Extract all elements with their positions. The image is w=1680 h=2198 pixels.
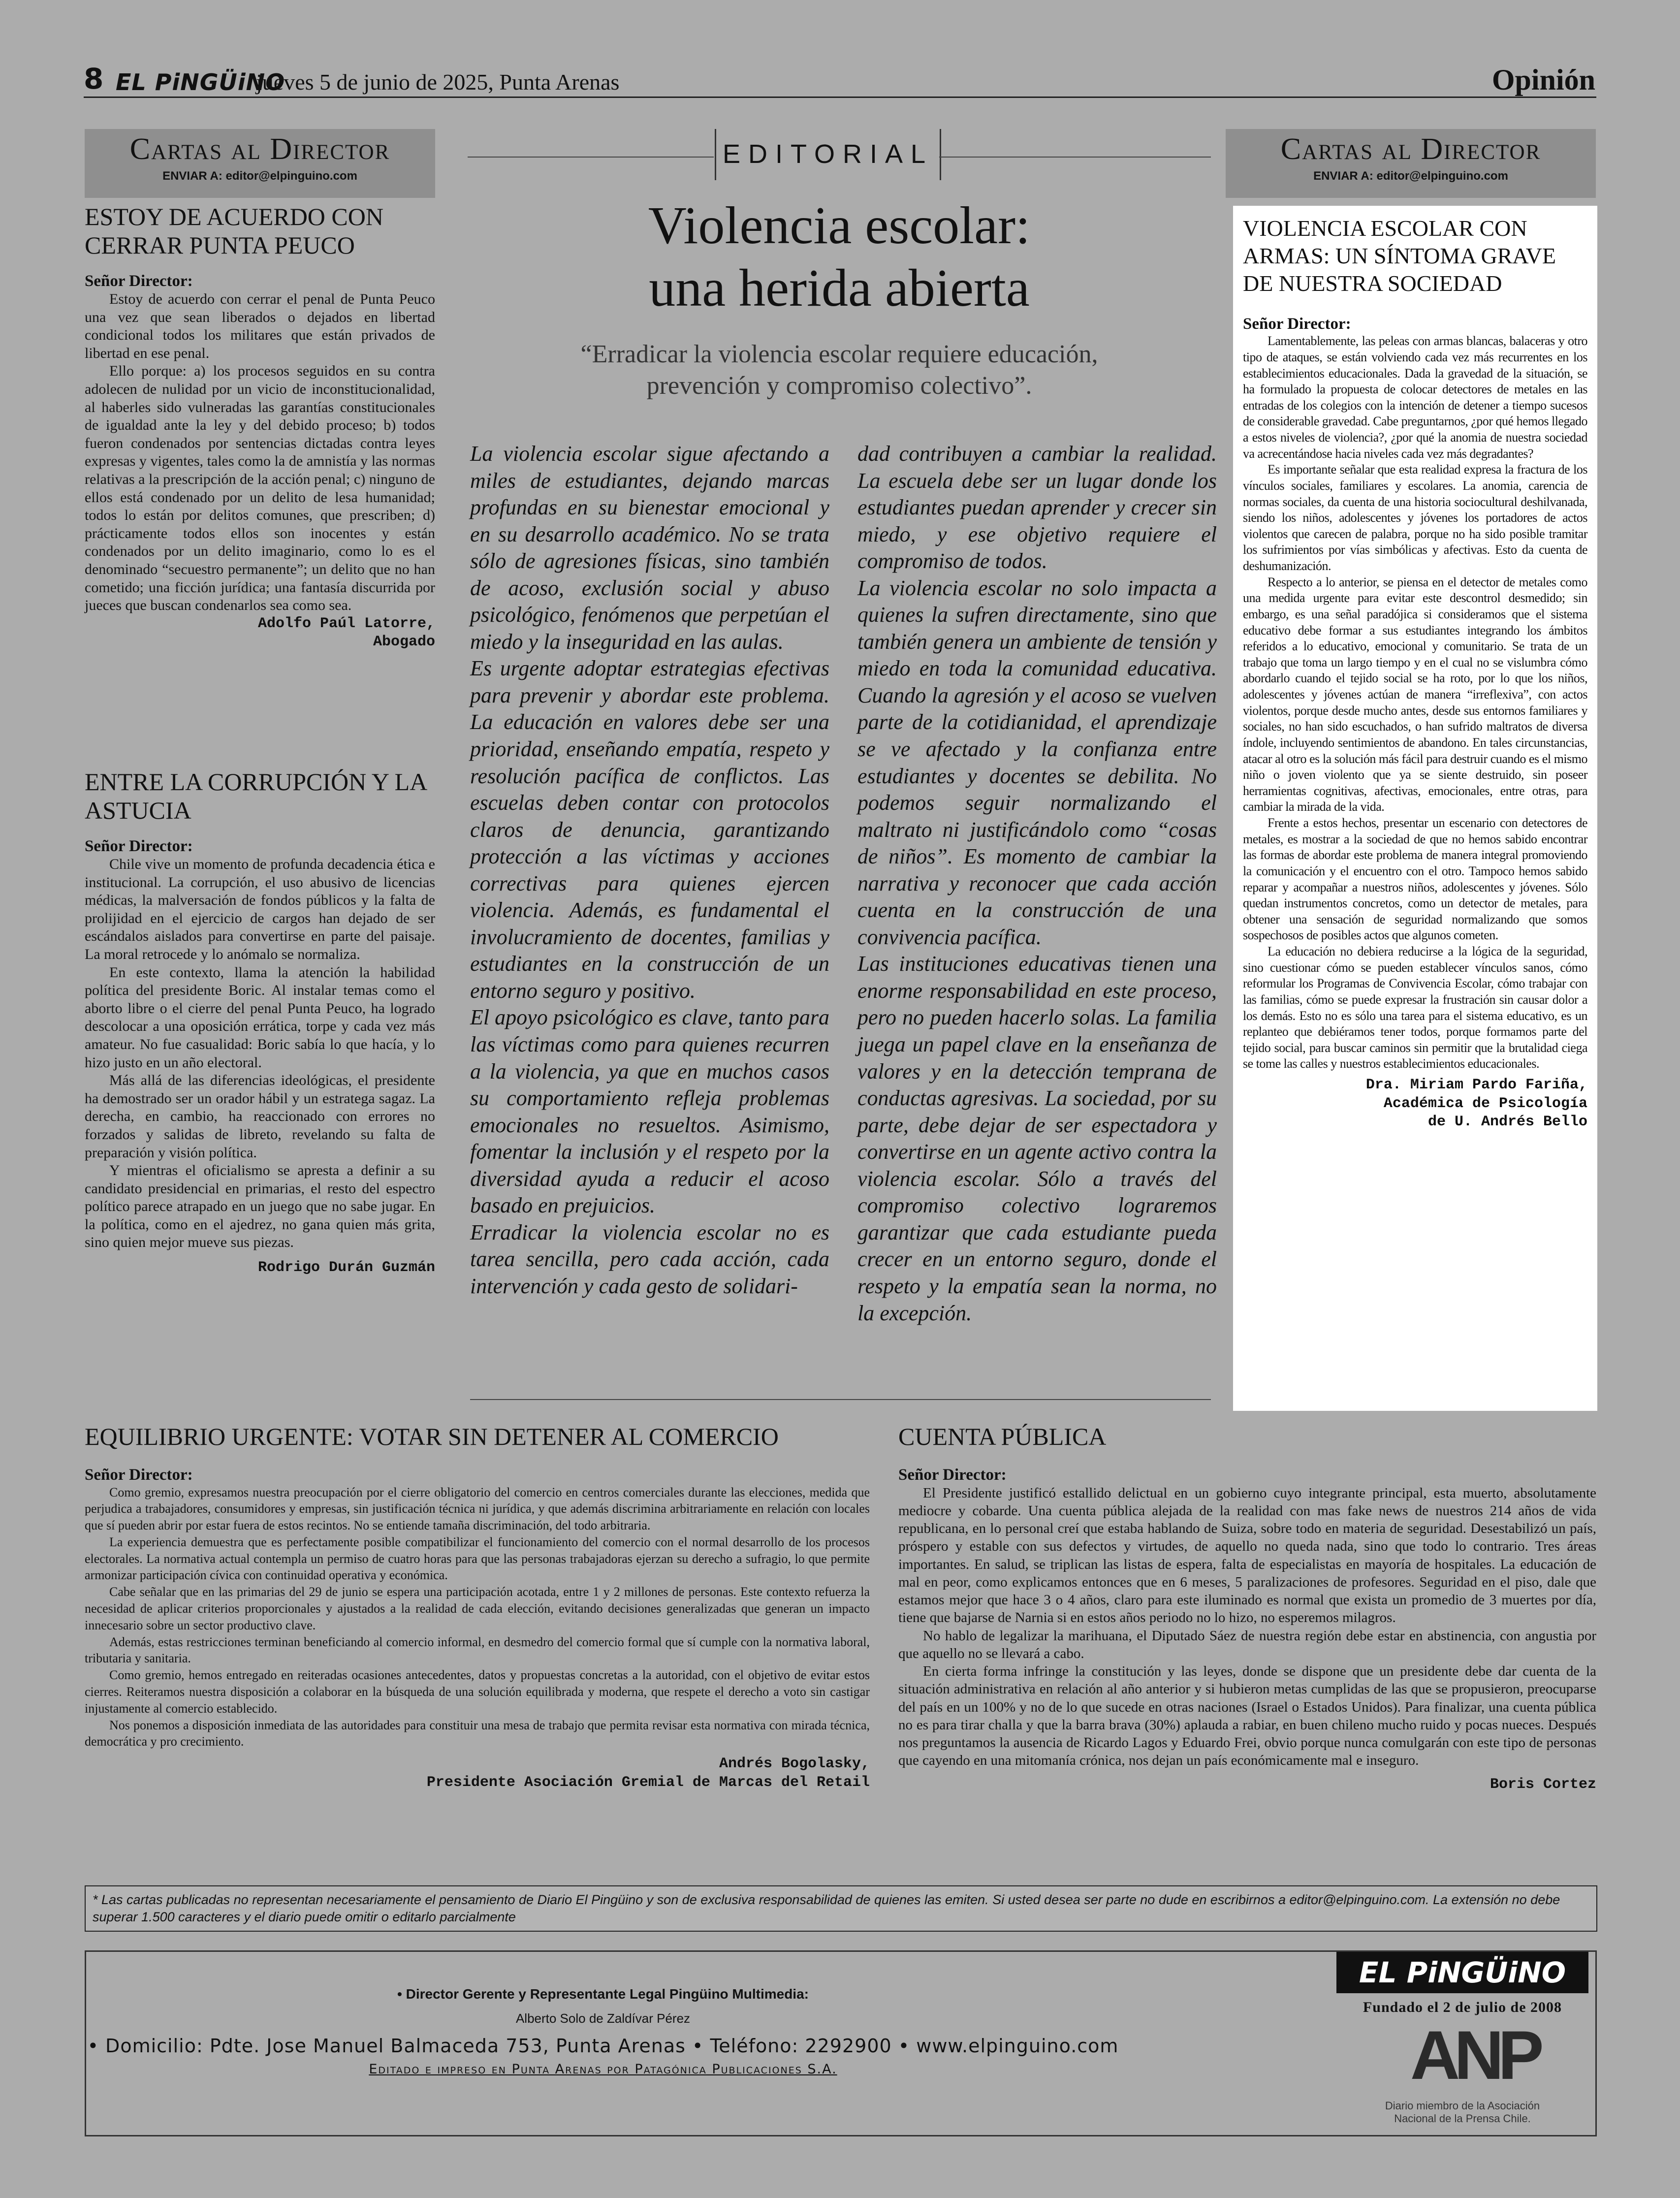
disclaimer: * Las cartas publicadas no representan necesariamente el pensamiento de Diario El Pingüino y son de exclusiva responsabilidad de quienes las emiten. Si usted desea ser parte no dude en escribirnos a editor@elpinguino.com. La extensión no debe superar 1.500 caracteres y el diario puede omitir o editarlo parcialmente — [85, 1885, 1597, 1932]
signature-line: Rodrigo Durán Guzmán — [257, 1259, 435, 1276]
anp-caption — [1336, 2100, 1588, 2126]
letter-punta-peuco — [85, 203, 435, 652]
editorial-title-line: una herida abierta — [649, 259, 1030, 318]
signature — [1243, 1076, 1587, 1132]
paragraph: En cierta forma infringe la constitución y las leyes, donde se dispone que un presidente debe dar cuenta de la situación administrativa en relación al año anterior y si hubieron metas cumplidas de las que se propusieron, preocuparse del país en un 100% y no de lo que sucede en otras naciones (Israel o Estados Unidos). Para finalizar, una cuenta pública no es para tirar challa y que la barra brava (30%) aplauda a rabiar, en buen chileno mucho ruido y pocas nueces. Después nos preguntamos la ausencia de Ricardo Lagos y Eduardo Frei, obvio porque nunca comulgarán con este tipo de personas que cayendo en una mitomanía crónica, nos dejan un país económicamente mal e inseguro. — [898, 1663, 1596, 1769]
paragraph: Estoy de acuerdo con cerrar el penal de Punta Peuco una vez que sean liberados o dejados en libertad condicional todos los militares que están privados de libertad en ese penal. — [85, 291, 435, 361]
editorial-bottom-rule — [470, 1399, 1211, 1400]
letter-title: ENTRE LA CORRUPCIÓN Y LA ASTUCIA — [85, 768, 426, 824]
signature-line: de U. Andrés Bello — [1427, 1114, 1587, 1131]
printed-by: Editado e impreso en Punta Arenas por Patagónica Publicaciones S.A. — [369, 2062, 837, 2077]
signature-line: Académica de Psicología — [1383, 1095, 1587, 1112]
cartas-title: Cartas al Director — [1280, 132, 1541, 166]
letter-title: EQUILIBRIO URGENTE: VOTAR SIN DETENER AL COMERCIO — [85, 1423, 779, 1450]
paragraph: La violencia escolar sigue afectando a miles de estudiantes, dejando marcas profundas en su bienestar emocional y en su desarrollo académico. No se trata sólo de agresiones físicas, sino también de acoso, exclusión social y abuso psicológico, fenómenos que perpetúan el miedo y la inseguridad en las aulas. — [470, 442, 829, 654]
paragraph: Chile vive un momento de profunda decadencia ética e institucional. La corrupción, el uso abusivo de licencias médicas, la malversación de fondos públicos y la falta de prolijidad en el ejercicio de cargos han dejado de ser escándalos aislados para convertirse en parte del paisaje. La moral retrocede y lo anómalo se normaliza. — [85, 856, 435, 962]
editorial-label: EDITORIAL — [722, 139, 934, 169]
letter-violencia-armas — [1233, 206, 1597, 1411]
salutation: Señor Director: — [1243, 315, 1351, 333]
signature-line: Presidente Asociación Gremial de Marcas del Retail — [426, 1774, 870, 1791]
letter-title: CUENTA PÚBLICA — [898, 1423, 1107, 1450]
paragraph: Cabe señalar que en las primarias del 29 de junio se espera una participación acotada, entre 1 y 2 millones de personas. Este contexto refuerza la necesidad de aplicar criterios proporcionales y ajustados a la realidad de cada elección, evitando decisiones generalizadas que generan un impacto innecesario sobre un sector productivo clave. — [85, 1585, 870, 1632]
masthead-box — [85, 1950, 1597, 2136]
paragraph: La violencia escolar no solo impacta a quienes la sufren directamente, sino que también genera un ambiente de tensión y miedo en toda la comunidad educativa. Cuando la agresión y el acoso se vuelven parte de la cotidianidad, el aprendizaje se ve afectado y la confianza entre estudiantes y docentes se debilita. No podemos seguir normalizando el maltrato ni justificándolo como “cosas de niños”. Es momento de cambiar la narrativa y reconocer que cada acción cuenta en la construcción de una convivencia pacífica. — [857, 575, 1217, 949]
salutation: Señor Director: — [898, 1465, 1007, 1484]
letter-cuenta-publica — [898, 1423, 1596, 1794]
editorial-rule-left — [468, 157, 714, 158]
signature-line: Andrés Bogolasky, — [719, 1755, 870, 1773]
cartas-email: ENVIAR A: editor@elpinguino.com — [1313, 169, 1508, 183]
cartas-header-left — [85, 129, 435, 198]
section-name: Opinión — [1491, 64, 1595, 96]
paragraph: El apoyo psicológico es clave, tanto para las víctimas como para quienes recurren a la violencia, ya que en muchos casos su comportamiento refleja problemas emocionales no resueltos. Asimismo, fomentar la inclusión y el respeto por la diversidad ayuda a reducir el acoso basado en prejuicios. — [470, 1005, 829, 1218]
letter-body — [85, 1484, 870, 1751]
letter-title: ESTOY DE ACUERDO CON CERRAR PUNTA PEUCO — [85, 203, 383, 259]
letter-body — [898, 1484, 1596, 1770]
editorial-column-1 — [470, 441, 829, 1300]
masthead-logo: EL PiNGÜiNO — [1336, 1952, 1588, 1993]
editorial-title-line: Violencia escolar: — [648, 196, 1031, 255]
paragraph: En este contexto, llama la atención la habilidad política del presidente Boric. Al instalar temas como el aborto libre o el cierre del penal Punta Peuco, ha logrado descolocar a una oposición errática, torpe y cada vez más amateur. No fue casualidad: Boric sabía lo que hacía, y lo hizo justo en un año electoral. — [85, 964, 435, 1071]
paragraph: La educación no debiera reducirse a la lógica de la seguridad, sino cuestionar cómo se pueden establecer vínculos sanos, cómo reformular los Programas de Convivencia Escolar, cómo trabajar con las familias, cómo se puede expresar la frustración sin causar dolor a los demás. Esto no es sólo una tarea para el sistema educativo, es un replanteo que debiéramos tener todos, porque formamos parte del tejido social, para buscar caminos sin permitir que la brutalidad ciega se tome las calles y nuestros establecimientos educacionales. — [1243, 944, 1587, 1071]
paragraph: Las instituciones educativas tienen una enorme responsabilidad en este proceso, pero no pueden hacerlo solas. La familia juega un papel clave en la enseñanza de valores y en la detección temprana de conductas agresivas. La sociedad, por su parte, debe dejar de ser espectadora y convertirse en un agente activo contra la violencia escolar. Sólo a través del compromiso colectivo lograremos garantizar que cada estudiante pueda crecer en un entorno seguro, donde el respeto y la empatía sean la norma, no la excepción. — [857, 952, 1217, 1325]
paragraph: Lamentablemente, las peleas con armas blancas, balaceras y otro tipo de ataques, se están volviendo cada vez más recurrentes en los establecimientos educacionales. Dada la gravedad de la situación, se ha formulado la propuesta de colocar detectores de metales en las entradas de los colegios con la intención de detener a tiempo sucesos de considerable gravedad. Cabe preguntarnos, ¿por qué hemos llegado a estos niveles de violencia?, ¿por qué la anomia de nuestra sociedad va acrecentándose hacia niveles cada vez más degradantes? — [1243, 334, 1588, 461]
signature — [85, 1259, 435, 1277]
signature-line: Abogado — [373, 634, 435, 651]
signature — [85, 615, 435, 652]
signature — [898, 1776, 1596, 1794]
paragraph: Ello porque: a) los procesos seguidos en su contra adolecen de nulidad por un vicio de inconstitucionalidad, al haberles sido vulneradas las garantías constitucionales de igualdad ante la ley y del debido proceso; b) todos fueron condenados por sentencias dictadas contra leyes expresas y vigentes, tales como la de amnistía y las normas relativas a la prescripción de la acción penal; c) ninguno de ellos está condenado por un delito de lesa humanidad; todos lo están por delitos comunes, que prescriben; d) prácticamente todos ellos son inocentes y están condenados por un delito imaginario, como lo es el denominado “secuestro permanente”; un delito que no han cometido; una ficción jurídica; una fantasía discurrida por jueces que buscan condenarlos sea como sea. — [85, 363, 435, 614]
paragraph: Y mientras el oficialismo se apresta a definir a su candidato presidencial en primarias, el resto del espectro político parece atrapado en un juego que no sabe jugar. En la política, como en el ajedrez, no gana quien más grita, sino quien mejor mueve sus piezas. — [85, 1162, 435, 1251]
masthead-info — [86, 1986, 1120, 2077]
paragraph: Nos ponemos a disposición inmediata de las autoridades para constituir una mesa de trabajo que permita revisar esta normativa con mirada técnica, democrática y pro crecimiento. — [85, 1718, 870, 1749]
anp-logo: ANP — [1410, 2016, 1538, 2094]
cartas-title: Cartas al Director — [129, 132, 390, 166]
paragraph: El Presidente justificó estallido delictual en un gobierno cuyo integrante principal, esta muerto, absolutamente mediocre y cobarde. Una cuenta pública alejada de la realidad con mas fake news de nuestros 214 años de vida republicana, en lo personal creí que estaba hablando de Suiza, sobre todo en materia de seguridad. Desestabilizó un país, próspero y estable con sus defectos y virtudes, de aquello no queda nada, sino que todo lo contrario. Tres áreas importantes. En salud, se triplican las listas de espera, falta de especialistas en mayoría de hospitales. La educación de mal en peor, como explicamos entonces que en 6 meses, 5 paralizaciones de profesores. Seguridad en el piso, dale que estamos mejor que hace 3 o 4 años, claro para este iluminado es normal que exista un promedio de 3 muertes por día, tiene que bajarse de Narnia si en estos años periodo no lo hizo, no esperemos milagros. — [898, 1485, 1596, 1626]
anp-caption-line: Diario miembro de la Asociación — [1385, 2100, 1540, 2112]
paragraph: Como gremio, hemos entregado en reiteradas ocasiones antecedentes, datos y propuestas concretas a la autoridad, con el objetivo de evitar estos cierres. Reiteramos nuestra disposición a colaborar en la búsqueda de una solución equilibrada y moderna, que respete el derecho a voto sin castigar injustamente al comercio establecido. — [85, 1668, 870, 1716]
editorial-rule-right — [939, 157, 1211, 158]
founded-date: Fundado el 2 de julio de 2008 — [1363, 1999, 1562, 2015]
paragraph: Más allá de las diferencias ideológicas, el presidente ha demostrado ser un orador hábil y un estratega sagaz. La derecha, en cambio, ha reaccionado con errores no forzados y salidas de libreto, revelando su falta de preparación y visión política. — [85, 1072, 435, 1161]
paragraph: Respecto a lo anterior, se piensa en el detector de metales como una medida urgente para evitar este descontrol desmedido; sin embargo, es una señal paradójica si consideramos que el sistema educativo debe formar a sus estudiantes integrando los ámbitos referidos a lo educativo, emocional y comunitario. Se trata de un trabajo que toma un largo tiempo y en el cual no se vislumbra cómo abordarlo cuando el tejido social se ha roto, por lo que los niños, adolescentes y jóvenes actúan de manera “irreflexiva”, con actos violentos, porque desde mucho antes, desde sus entornos familiares y sociales, no han sido escuchados, o han sufrido maltratos de diversa índole, incluyendo sentimientos de abandono. En tales circunstancias, atacar al otro es la solución más fácil para destruir cuando es el mismo niño o joven violento que ya se siente destruido, sin poseer herramientas cognitivas, afectivas, emocionales, entre otras, para cambiar la mirada de la vida. — [1243, 574, 1587, 814]
editorial-quote: “Erradicar la violencia escolar requiere educación, prevención y compromiso colectivo”. — [580, 340, 1098, 400]
letter-body — [85, 856, 435, 1252]
paragraph: Erradicar la violencia escolar no es tarea sencilla, pero cada acción, cada intervención y cada gesto de solidari- — [470, 1220, 829, 1298]
salutation: Señor Director: — [85, 1465, 193, 1484]
paragraph: Como gremio, expresamos nuestra preocupación por el cierre obligatorio del comercio en centros comerciales durante las elecciones, medida que perjudica a trabajadores, consumidores y empresas, sin justificación técnica ni jurídica, y que además discrimina arbitrariamente en relación con locales que sí pueden abrir por estar fuera de estos recintos. No se entiende tamaña discriminación, del todo arbitraria. — [85, 1485, 870, 1533]
paragraph: Además, estas restricciones terminan beneficiando al comercio informal, en desmedro del comercio formal que sí cumple con la normativa laboral, tributaria y sanitaria. — [85, 1634, 870, 1666]
letter-body — [1243, 333, 1587, 1072]
paragraph: Es importante señalar que esta realidad expresa la fractura de los vínculos sociales, familiares y escolares. La anomia, carencia de normas sociales, da cuenta de una historia sociocultural deshilvanada, siendo los niños, adolescentes y jóvenes los portadores de actos violentos que carecen de palabra, porque no ha sido posible tramitar los sufrimientos por vías simbólicas y afectivas. Esto da cuenta de deshumanización. — [1243, 462, 1587, 573]
cartas-header-right — [1226, 129, 1596, 198]
paragraph: dad contribuyen a cambiar la realidad. La escuela debe ser un lugar donde los estudiantes puedan aprender y crecer sin miedo, y ese objetivo requiere el compromiso de todos. — [857, 442, 1217, 573]
cartas-email: ENVIAR A: editor@elpinguino.com — [162, 169, 357, 183]
newspaper-logo: EL PiNGÜiNO — [116, 69, 285, 96]
page-number: 8 — [84, 62, 104, 96]
signature-line: Adolfo Paúl Latorre, — [257, 615, 435, 632]
signature-line: Dra. Miriam Pardo Fariña, — [1365, 1077, 1587, 1094]
paragraph: Es urgente adoptar estrategias efectivas para prevenir y abordar este problema. La educación en valores debe ser una prioridad, enseñando empatía, respeto y resolución pacífica de conflictos. Las escuelas deben contar con protocolos claros de denuncia, garantizando protección a las víctimas y acciones correctivas para quienes ejercen violencia. Además, es fundamental el involucramiento de docentes, familias y estudiantes en la construcción de un entorno seguro y positivo. — [470, 656, 829, 1003]
letter-body — [85, 290, 435, 615]
issue-date: jueves 5 de junio de 2025, Punta Arenas — [256, 69, 620, 95]
editorial-title — [468, 194, 1211, 320]
signature — [85, 1755, 870, 1792]
salutation: Señor Director: — [85, 272, 193, 290]
letter-equilibrio — [85, 1423, 870, 1792]
anp-caption-line: Nacional de la Prensa Chile. — [1394, 2112, 1531, 2125]
letter-title: VIOLENCIA ESCOLAR CON ARMAS: UN SÍNTOMA GRAVE DE NUESTRA SOCIEDAD — [1243, 216, 1556, 296]
header-rule — [84, 96, 1596, 98]
paragraph: No hablo de legalizar la marihuana, el Diputado Sáez de nuestra región debe estar en abstinencia, con angustia por que aquello no se llevará a cabo. — [898, 1627, 1596, 1661]
letter-corrupcion — [85, 768, 435, 1277]
address-line: • Domicilio: Pdte. Jose Manuel Balmaceda 753, Punta Arenas • Teléfono: 2292900 • www.elpinguino.com — [87, 2035, 1119, 2057]
salutation: Señor Director: — [85, 837, 193, 855]
editorial-column-2 — [857, 441, 1217, 1327]
editorial-header — [468, 194, 1211, 402]
director-name: Alberto Solo de Zaldívar Pérez — [515, 2011, 691, 2026]
paragraph: Frente a estos hechos, presentar un escenario con detectores de metales, es mostrar a la sociedad de que no hemos sabido encontrar las formas de abordar este problema de manera integral promoviendo la comunicación y el encuentro con el otro. Tampoco hemos sabido reparar y acompañar a nuestros niños, adolescentes y jóvenes. Sólo quedan instrumentos concretos, como un detector de metales, para obtener una sensación de seguridad normalizando que somos sospechosos de posibles actos que algunos cometen. — [1243, 816, 1587, 943]
signature-line: Boris Cortez — [1490, 1776, 1596, 1793]
paragraph: La experiencia demuestra que es perfectamente posible compatibilizar el funcionamiento del comercio con el normal desarrollo de los procesos electorales. La normativa actual contempla un permiso de cuatro horas para que las personas trabajadoras ejerzan su derecho a sufragio, lo que permite armonizar participación cívica con continuidad operativa y económica. — [85, 1534, 870, 1583]
editorial-label-box — [715, 129, 941, 180]
director-label: • Director Gerente y Representante Legal Pingüino Multimedia: — [397, 1986, 809, 2002]
